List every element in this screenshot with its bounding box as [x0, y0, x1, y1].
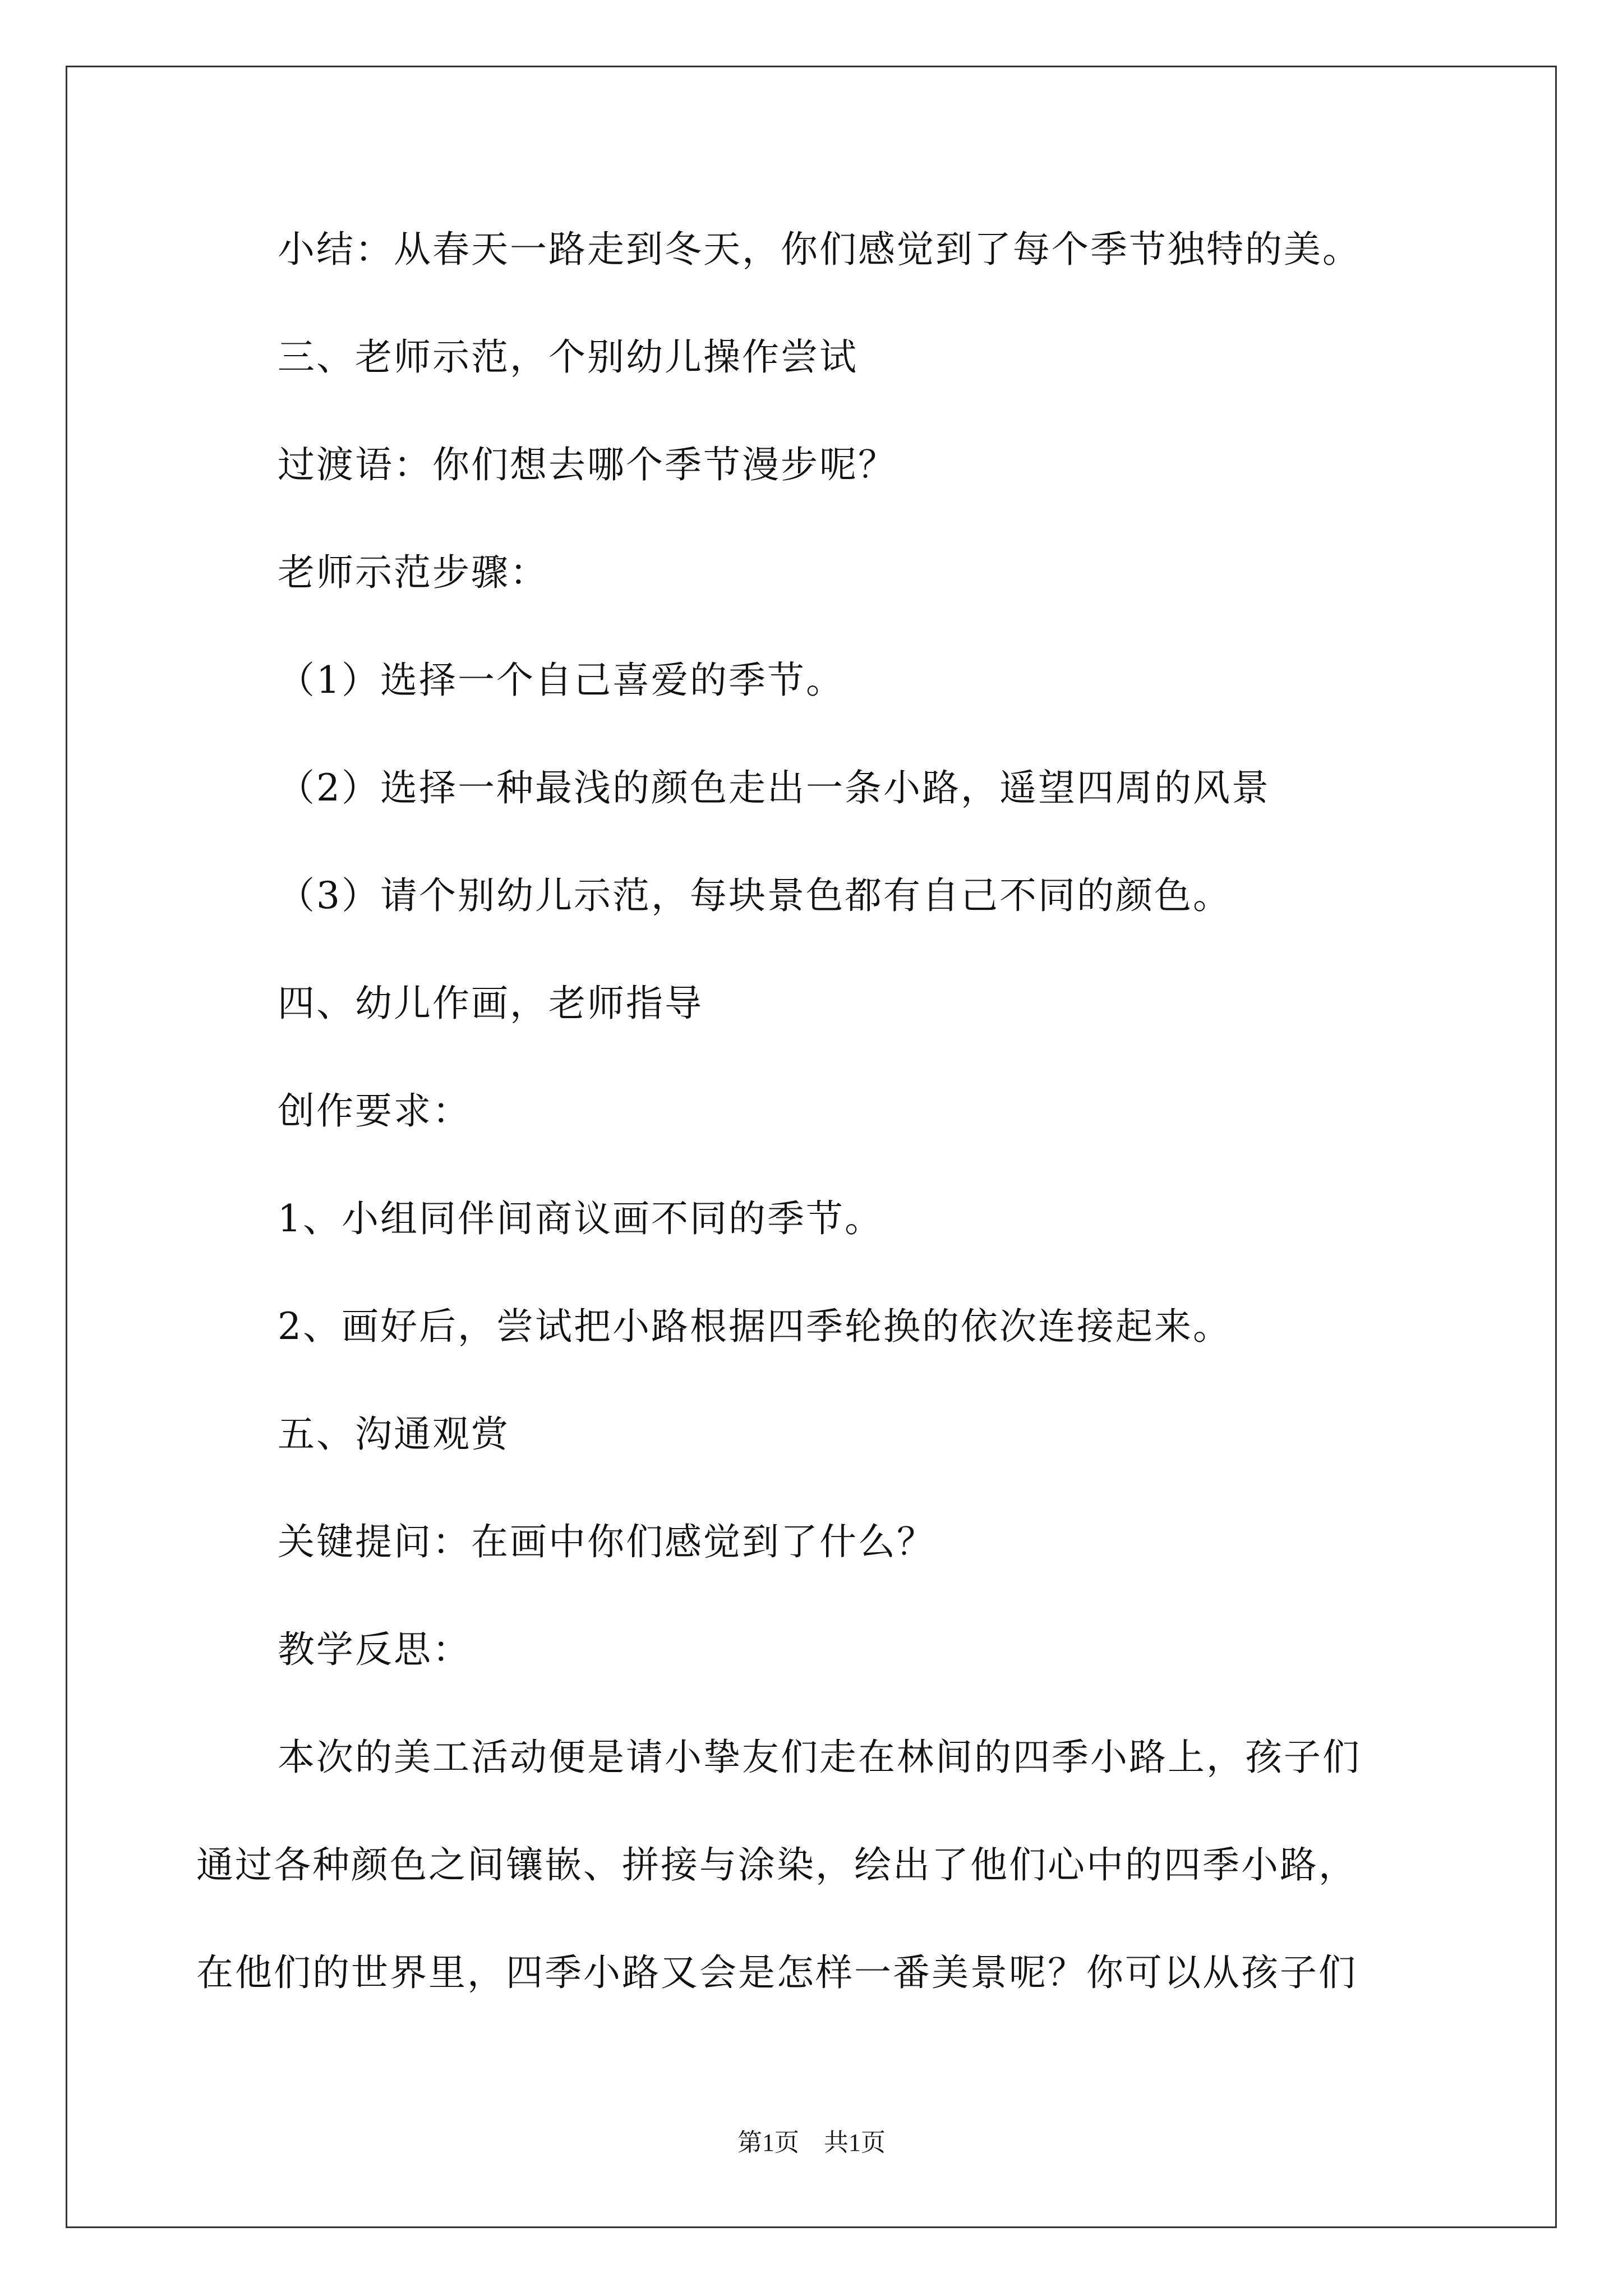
paragraph-requirements-label: 创作要求： [278, 1089, 471, 1133]
reflection-line-2: 通过各种颜色之间镶嵌、拼接与涂染，绘出了他们心中的四季小路， [196, 1843, 1357, 1887]
section-heading-5: 五、沟通观赏 [278, 1412, 510, 1456]
paragraph-key-question: 关键提问：在画中你们感觉到了什么？ [278, 1520, 935, 1563]
reflection-line-1: 本次的美工活动便是请小挚友们走在林间的四季小路上，孩子们 [278, 1736, 1361, 1779]
paragraph-summary: 小结：从春天一路走到冬天，你们感觉到了每个季节独特的美。 [278, 228, 1361, 271]
section-heading-3: 三、老师示范，个别幼儿操作尝试 [278, 335, 858, 379]
section-heading-4: 四、幼儿作画，老师指导 [278, 982, 703, 1025]
paragraph-steps-label: 老师示范步骤： [278, 551, 548, 594]
page-number-footer: 第1页 共1页 [737, 2129, 886, 2156]
step-item-2: （2）选择一种最浅的颜色走出一条小路，遥望四周的风景 [278, 766, 1270, 809]
reflection-line-3: 在他们的世界里，四季小路又会是怎样一番美景呢？你可以从孩子们 [196, 1951, 1357, 1994]
paragraph-transition: 过渡语：你们想去哪个季节漫步呢？ [278, 443, 897, 486]
step-item-3: （3）请个别幼儿示范，每块景色都有自己不同的颜色。 [278, 874, 1232, 917]
step-item-1: （1）选择一个自己喜爱的季节。 [278, 659, 845, 702]
requirement-item-1: 1、小组同伴间商议画不同的季节。 [278, 1197, 883, 1240]
paragraph-reflection-label: 教学反思： [278, 1628, 471, 1671]
page-border [66, 66, 1557, 2228]
requirement-item-2: 2、画好后，尝试把小路根据四季轮换的依次连接起来。 [278, 1305, 1232, 1348]
